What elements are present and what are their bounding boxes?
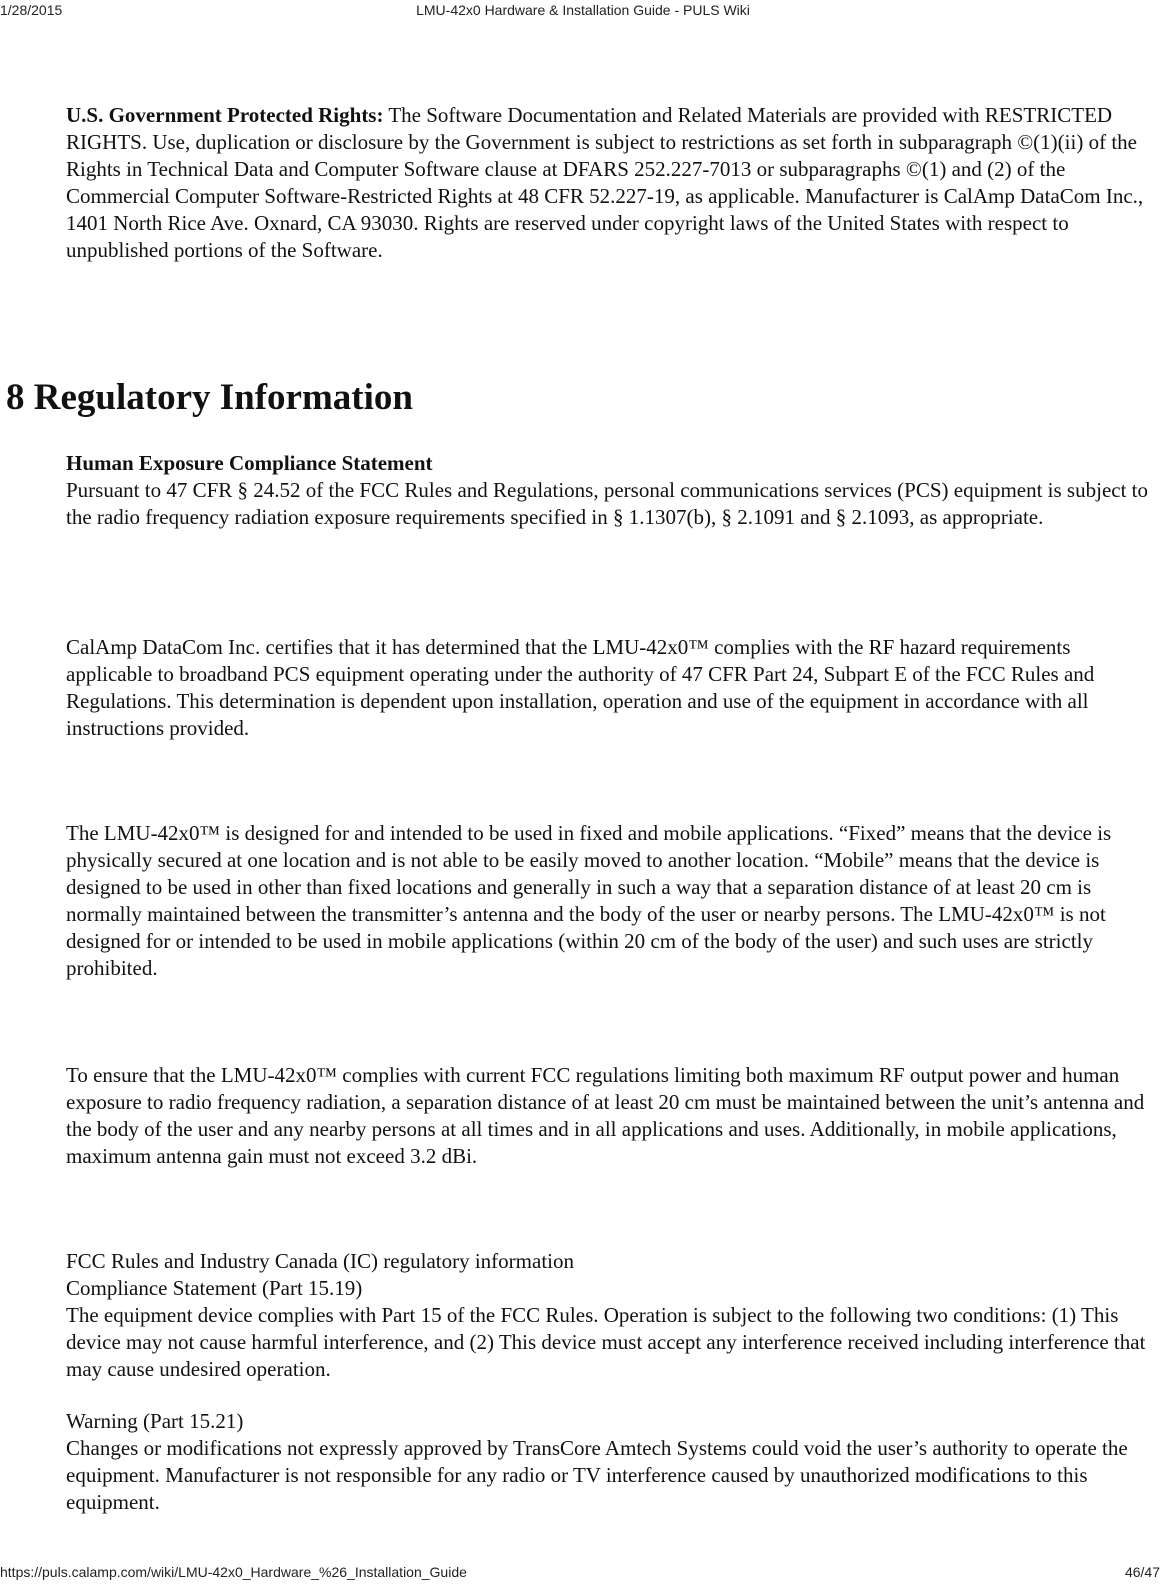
compliance-heading: Compliance Statement (Part 15.19): [66, 1276, 363, 1300]
fcc-section: [66, 1248, 1152, 1383]
ensure-paragraph: To ensure that the LMU-42x0™ complies with current FCC regulations limiting both maximum RF output power and human exposure to radio frequency radiation, a separation distance of at least 20 cm must be maintained between the unit’s antenna and the body of the user and any nearby persons at all times and in all applications and uses. Additionally, in mobile applications, maximum antenna gain must not exceed 3.2 dBi.: [66, 1063, 1145, 1168]
warning-text: Changes or modifications not expressly approved by TransCore Amtech Systems could void the user’s authority to operate the equipment. Manufacturer is not responsible for any radio or TV interference caused by unauthorized modifications to this equipment.: [66, 1436, 1128, 1514]
exposure-heading: Human Exposure Compliance Statement: [66, 451, 433, 475]
warning-section: [66, 1408, 1152, 1516]
document-title: LMU-42x0 Hardware & Installation Guide - PULS Wiki: [416, 2, 750, 18]
compliance-text: The equipment device complies with Part 15 of the FCC Rules. Operation is subject to the following two conditions: (1) This device may not cause harmful interference, and (2) This device must accept any interference received including interference that may cause undesired operation.: [66, 1303, 1146, 1381]
fcc-title: FCC Rules and Industry Canada (IC) regulatory information: [66, 1249, 574, 1273]
certifies-paragraph: CalAmp DataCom Inc. certifies that it has determined that the LMU-42x0™ complies with the RF hazard requirements applicable to broadband PCS equipment operating under the authority of 47 CFR Part 24, Subpart E of the FCC Rules and Regulations. This determination is dependent upon installation, operation and use of the equipment in accordance with all instructions provided.: [66, 635, 1095, 740]
print-header: [0, 0, 1166, 20]
section-heading: 8 Regulatory Information: [6, 377, 413, 418]
exposure-text: Pursuant to 47 CFR § 24.52 of the FCC Rules and Regulations, personal communications services (PCS) equipment is subject to the radio frequency radiation exposure requirements specified in § 1.1307(b), § 2.1091 and § 2.1093, as appropriate.: [66, 478, 1149, 529]
rights-text: The Software Documentation and Related Materials are provided with RESTRICTED RIGHTS. Use, duplication or disclosure by the Government is subject to restrictions as set forth in subparagraph ©(1)(ii) of the Rights in Technical Data and Computer Software clause at DFARS 252.227-7013 or subparagraphs ©(1) and (2) of the Commercial Computer Software-Restricted Rights at 48 CFR 52.227-19, as applicable. Manufacturer is CalAmp DataCom Inc., 1401 North Rice Ave. Oxnard, CA 93030. Rights are reserved under copyright laws of the United States with respect to unpublished portions of the Software.: [66, 103, 1144, 262]
rights-label: U.S. Government Protected Rights:: [66, 103, 384, 127]
page-number: 46/47: [1124, 1564, 1160, 1580]
rights-paragraph: [66, 102, 1152, 264]
designed-paragraph: The LMU-42x0™ is designed for and intended to be used in fixed and mobile applications. “Fixed” means that the device is physically secured at one location and is not able to be easily moved to another location. “Mobile” means that the device is designed to be used in other than fixed locations and generally in such a way that a separation distance of at least 20 cm is normally maintained between the transmitter’s antenna and the body of the user or nearby persons. The LMU-42x0™ is not designed for or intended to be used in mobile applications (within 20 cm of the body of the user) and such uses are strictly prohibited.: [66, 821, 1112, 980]
print-footer: [0, 1562, 1166, 1582]
print-date: 1/28/2015: [0, 2, 63, 18]
warning-heading: Warning (Part 15.21): [66, 1409, 244, 1433]
page-url: https://puls.calamp.com/wiki/LMU-42x0_Hardware_%26_Installation_Guide: [0, 1564, 467, 1580]
exposure-paragraph: [66, 450, 1152, 531]
